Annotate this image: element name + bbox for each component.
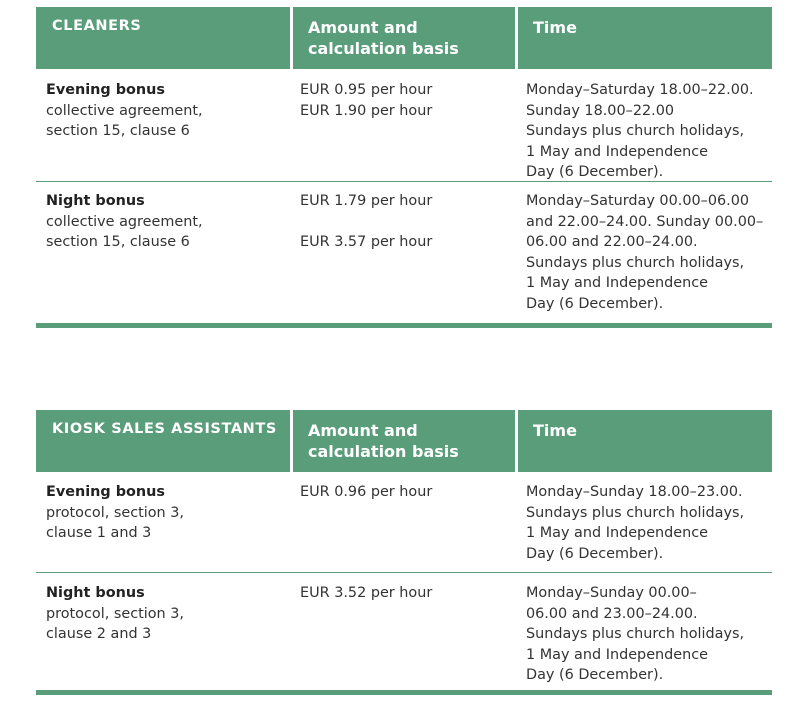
amount-value: EUR 0.96 per hour: [300, 484, 433, 500]
row-basis: clause 2 and 3: [46, 626, 152, 643]
time-line: Monday–Saturday 18.00–22.00.: [526, 82, 754, 98]
table-header: [36, 7, 772, 69]
kiosk-table: [36, 410, 772, 695]
header-amount-line1: Amount and: [308, 18, 418, 37]
table-row: [36, 182, 772, 323]
time-line: 1 May and Independence: [526, 646, 709, 663]
time-line: Monday–Sunday 18.00–23.00.: [526, 484, 743, 500]
table-row: [36, 573, 772, 690]
amount-value: EUR 1.90 per hour: [300, 102, 433, 119]
time-line: 1 May and Independence: [526, 275, 709, 292]
time-line: 06.00 and 23.00–24.00.: [526, 605, 698, 622]
time-line: Monday–Sunday 00.00–: [526, 585, 697, 601]
time-line: Sundays plus church holidays,: [526, 626, 745, 643]
amount-value: EUR 3.57 per hour: [300, 234, 433, 251]
header-time: Time: [518, 7, 772, 69]
table-row: [36, 472, 772, 572]
time-line: Monday–Saturday 00.00–06.00: [526, 193, 750, 209]
row-basis: protocol, section 3,: [46, 504, 184, 521]
row-time: [515, 80, 772, 181]
row-label: [36, 583, 290, 690]
time-line: 06.00 and 22.00–24.00.: [526, 234, 698, 251]
row-time: [515, 191, 772, 323]
row-basis: collective agreement,: [46, 213, 203, 230]
row-time: [515, 583, 772, 690]
time-line: Sundays plus church holidays,: [526, 504, 745, 521]
header-amount-line2: calculation basis: [308, 39, 459, 58]
row-amount: [290, 482, 515, 572]
row-basis: protocol, section 3,: [46, 605, 184, 622]
row-title: Night bonus: [46, 193, 145, 209]
row-time: [515, 482, 772, 572]
header-amount: [293, 7, 515, 69]
amount-value: EUR 0.95 per hour: [300, 82, 433, 98]
time-line: Day (6 December).: [526, 545, 664, 562]
time-line: Sundays plus church holidays,: [526, 254, 745, 271]
row-basis: clause 1 and 3: [46, 525, 152, 542]
row-title: Evening bonus: [46, 484, 165, 500]
time-line: 1 May and Independence: [526, 525, 709, 542]
row-basis: collective agreement,: [46, 102, 203, 119]
header-amount: [293, 410, 515, 472]
header-time: Time: [518, 410, 772, 472]
time-line: Day (6 December).: [526, 667, 664, 684]
amount-value: EUR 3.52 per hour: [300, 585, 433, 601]
row-title: Night bonus: [46, 585, 145, 601]
table-header: [36, 410, 772, 472]
row-basis: section 15, clause 6: [46, 234, 190, 251]
time-line: Sundays plus church holidays,: [526, 123, 745, 140]
header-category: KIOSK SALES ASSISTANTS: [36, 410, 290, 472]
row-amount: [290, 583, 515, 690]
row-basis: section 15, clause 6: [46, 123, 190, 140]
time-line: 1 May and Independence: [526, 143, 709, 160]
row-amount: [290, 191, 515, 323]
row-label: [36, 482, 290, 572]
cleaners-table: [36, 7, 772, 328]
time-line: Sunday 18.00–22.00: [526, 102, 675, 119]
row-label: [36, 191, 290, 323]
table-bottom-bar: [36, 323, 772, 328]
table-row: [36, 69, 772, 181]
time-line: Day (6 December).: [526, 164, 664, 181]
header-amount-line1: Amount and: [308, 421, 418, 440]
row-amount: [290, 80, 515, 181]
header-category: CLEANERS: [36, 7, 290, 69]
table-bottom-bar: [36, 690, 772, 695]
row-title: Evening bonus: [46, 82, 165, 98]
header-amount-line2: calculation basis: [308, 442, 459, 461]
row-label: [36, 80, 290, 181]
amount-value: EUR 1.79 per hour: [300, 193, 433, 209]
time-line: and 22.00–24.00. Sunday 00.00–: [526, 213, 764, 230]
time-line: Day (6 December).: [526, 295, 664, 312]
